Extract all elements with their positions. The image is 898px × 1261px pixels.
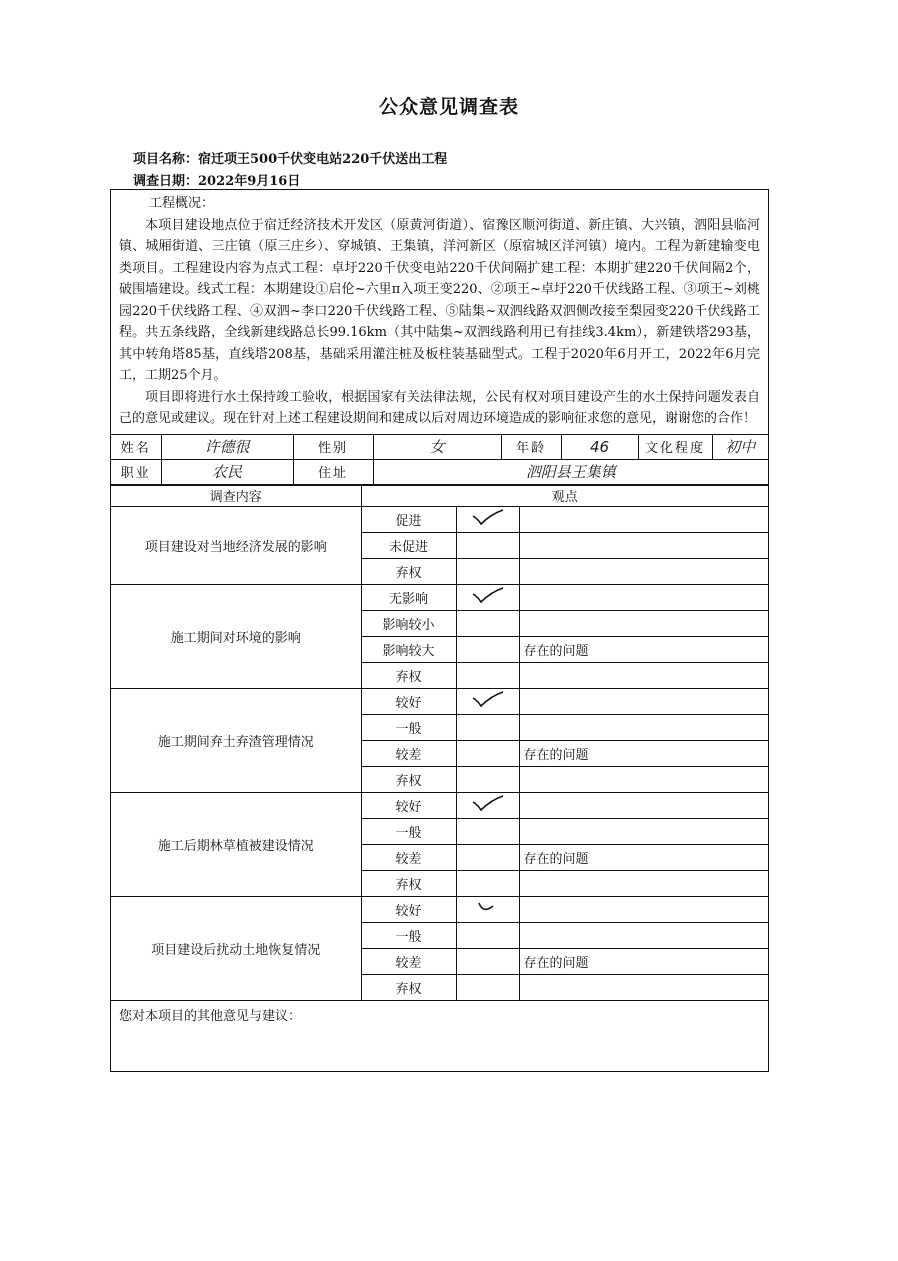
remark-cell[interactable] xyxy=(519,974,768,1000)
answer-box[interactable] xyxy=(456,532,519,558)
option-label: 无影响 xyxy=(361,584,456,610)
option-label: 较差 xyxy=(361,948,456,974)
remark-cell[interactable] xyxy=(519,610,768,636)
answer-box-selected[interactable] xyxy=(456,896,519,922)
answer-box[interactable] xyxy=(456,948,519,974)
remark-cell[interactable] xyxy=(519,714,768,740)
overview-paragraph: 本项目建设地点位于宿迁经济技术开发区（原黄河街道）、宿豫区顺河街道、新庄镇、大兴镇，泗阳县临河镇、城厢街道、三庄镇（原三庄乡）、穿城镇、王集镇，洋河新区（原宿城区洋河镇）境内。工程为新建输变电类项目。工程建设内容为点式工程：卓圩220千伏变电站220千伏间隔扩建工程：本期扩建220千伏间隔2个，破围墙建设。线式工程：本期建设①启伦~六里π入项王变220、②项王~卓圩220千伏线路工程、③项王~刘桃园220千伏线路工程、④双泗~李口220千伏线路工程、⑤陆集~双泗线路双泗侧改接至梨园变220千伏线路工程。共五条线路，全线新建线路总长99.16km（其中陆集~双泗线路利用已有挂线3.4km），新建铁塔293基，其中转角塔85基，直线塔208基，基础采用灌注桩及板柱装基础型式。工程于2020年6月开工，2022年6月完工，工期25个月。 xyxy=(119,217,760,383)
survey-date-value: 2022年9月16日 xyxy=(198,174,301,189)
answer-box[interactable] xyxy=(456,818,519,844)
topic-land-recovery: 项目建设后扰动土地恢复情况 xyxy=(111,896,361,1000)
checkmark-icon xyxy=(471,898,505,916)
remark-cell[interactable] xyxy=(519,766,768,792)
option-label: 一般 xyxy=(361,714,456,740)
answer-box[interactable] xyxy=(456,636,519,662)
answer-box[interactable] xyxy=(456,870,519,896)
issue-label: 存在的问题 xyxy=(519,948,768,974)
survey-date-line xyxy=(133,170,300,189)
option-label: 较好 xyxy=(361,688,456,714)
answer-box[interactable] xyxy=(456,922,519,948)
age-value[interactable]: 46 xyxy=(561,434,638,459)
answer-box[interactable] xyxy=(456,714,519,740)
remark-cell[interactable] xyxy=(519,818,768,844)
column-header-view: 观点 xyxy=(361,485,768,506)
education-value[interactable]: 初中 xyxy=(712,434,768,459)
topic-economic-impact: 项目建设对当地经济发展的影响 xyxy=(111,506,361,584)
project-overview xyxy=(111,190,768,434)
answer-box-selected[interactable] xyxy=(456,792,519,818)
remark-cell[interactable] xyxy=(519,870,768,896)
topic-vegetation-restoration: 施工后期林草植被建设情况 xyxy=(111,792,361,896)
topic-environment-impact: 施工期间对环境的影响 xyxy=(111,584,361,688)
other-comments-label: 您对本项目的其他意见与建议： xyxy=(119,1008,302,1024)
answer-box[interactable] xyxy=(456,740,519,766)
survey-form xyxy=(110,189,769,1072)
checkmark-icon xyxy=(471,586,505,604)
project-name-label: 项目名称： xyxy=(133,152,199,167)
issue-label: 存在的问题 xyxy=(519,740,768,766)
checkmark-icon xyxy=(471,508,505,526)
remark-cell[interactable] xyxy=(519,584,768,610)
age-label: 年龄 xyxy=(501,434,561,459)
project-name-value: 宿迁项王500千伏变电站220千伏送出工程 xyxy=(198,152,448,167)
name-value[interactable]: 许德很 xyxy=(161,434,293,459)
column-header-content: 调查内容 xyxy=(111,485,361,506)
answer-box[interactable] xyxy=(456,974,519,1000)
option-label: 影响较大 xyxy=(361,636,456,662)
option-label: 促进 xyxy=(361,506,456,532)
option-label: 一般 xyxy=(361,818,456,844)
answer-box[interactable] xyxy=(456,610,519,636)
option-label: 较差 xyxy=(361,740,456,766)
topic-spoil-management: 施工期间弃土弃渣管理情况 xyxy=(111,688,361,792)
job-value[interactable]: 农民 xyxy=(161,459,293,484)
answer-box-selected[interactable] xyxy=(456,506,519,532)
remark-cell[interactable] xyxy=(519,558,768,584)
name-label: 姓名 xyxy=(111,434,161,459)
issue-label: 存在的问题 xyxy=(519,844,768,870)
answer-box[interactable] xyxy=(456,558,519,584)
option-label: 影响较小 xyxy=(361,610,456,636)
respondent-info-table xyxy=(111,434,768,485)
option-label: 弃权 xyxy=(361,974,456,1000)
education-label: 文化程度 xyxy=(638,434,712,459)
option-label: 未促进 xyxy=(361,532,456,558)
option-label: 较好 xyxy=(361,792,456,818)
option-label: 弃权 xyxy=(361,766,456,792)
gender-label: 性别 xyxy=(293,434,373,459)
issue-label: 存在的问题 xyxy=(519,636,768,662)
answer-box-selected[interactable] xyxy=(456,584,519,610)
answer-box[interactable] xyxy=(456,766,519,792)
option-label: 弃权 xyxy=(361,558,456,584)
other-comments-area[interactable] xyxy=(111,1001,768,1071)
gender-value[interactable]: 女 xyxy=(373,434,501,459)
remark-cell[interactable] xyxy=(519,506,768,532)
option-label: 一般 xyxy=(361,922,456,948)
address-label: 住址 xyxy=(293,459,373,484)
opinion-table xyxy=(111,485,768,1001)
option-label: 弃权 xyxy=(361,870,456,896)
remark-cell[interactable] xyxy=(519,662,768,688)
overview-heading: 工程概况： xyxy=(149,196,215,211)
project-name-line xyxy=(133,148,447,167)
option-label: 较差 xyxy=(361,844,456,870)
answer-box-selected[interactable] xyxy=(456,688,519,714)
checkmark-icon xyxy=(471,794,505,812)
job-label: 职业 xyxy=(111,459,161,484)
consultation-paragraph: 项目即将进行水土保持竣工验收，根据国家有关法律法规，公民有权对项目建设产生的水土保持问题发表自己的意见或建议。现在针对上述工程建设期间和建成以后对周边环境造成的影响征求您的意见，谢谢您的合作！ xyxy=(119,389,760,426)
answer-box[interactable] xyxy=(456,662,519,688)
option-label: 较好 xyxy=(361,896,456,922)
remark-cell[interactable] xyxy=(519,922,768,948)
remark-cell[interactable] xyxy=(519,792,768,818)
address-value[interactable]: 泗阳县王集镇 xyxy=(373,459,768,484)
survey-date-label: 调查日期： xyxy=(133,174,199,189)
checkmark-icon xyxy=(471,690,505,708)
remark-cell[interactable] xyxy=(519,532,768,558)
page-title: 公众意见调查表 xyxy=(378,96,519,118)
option-label: 弃权 xyxy=(361,662,456,688)
answer-box[interactable] xyxy=(456,844,519,870)
remark-cell[interactable] xyxy=(519,688,768,714)
remark-cell[interactable] xyxy=(519,896,768,922)
